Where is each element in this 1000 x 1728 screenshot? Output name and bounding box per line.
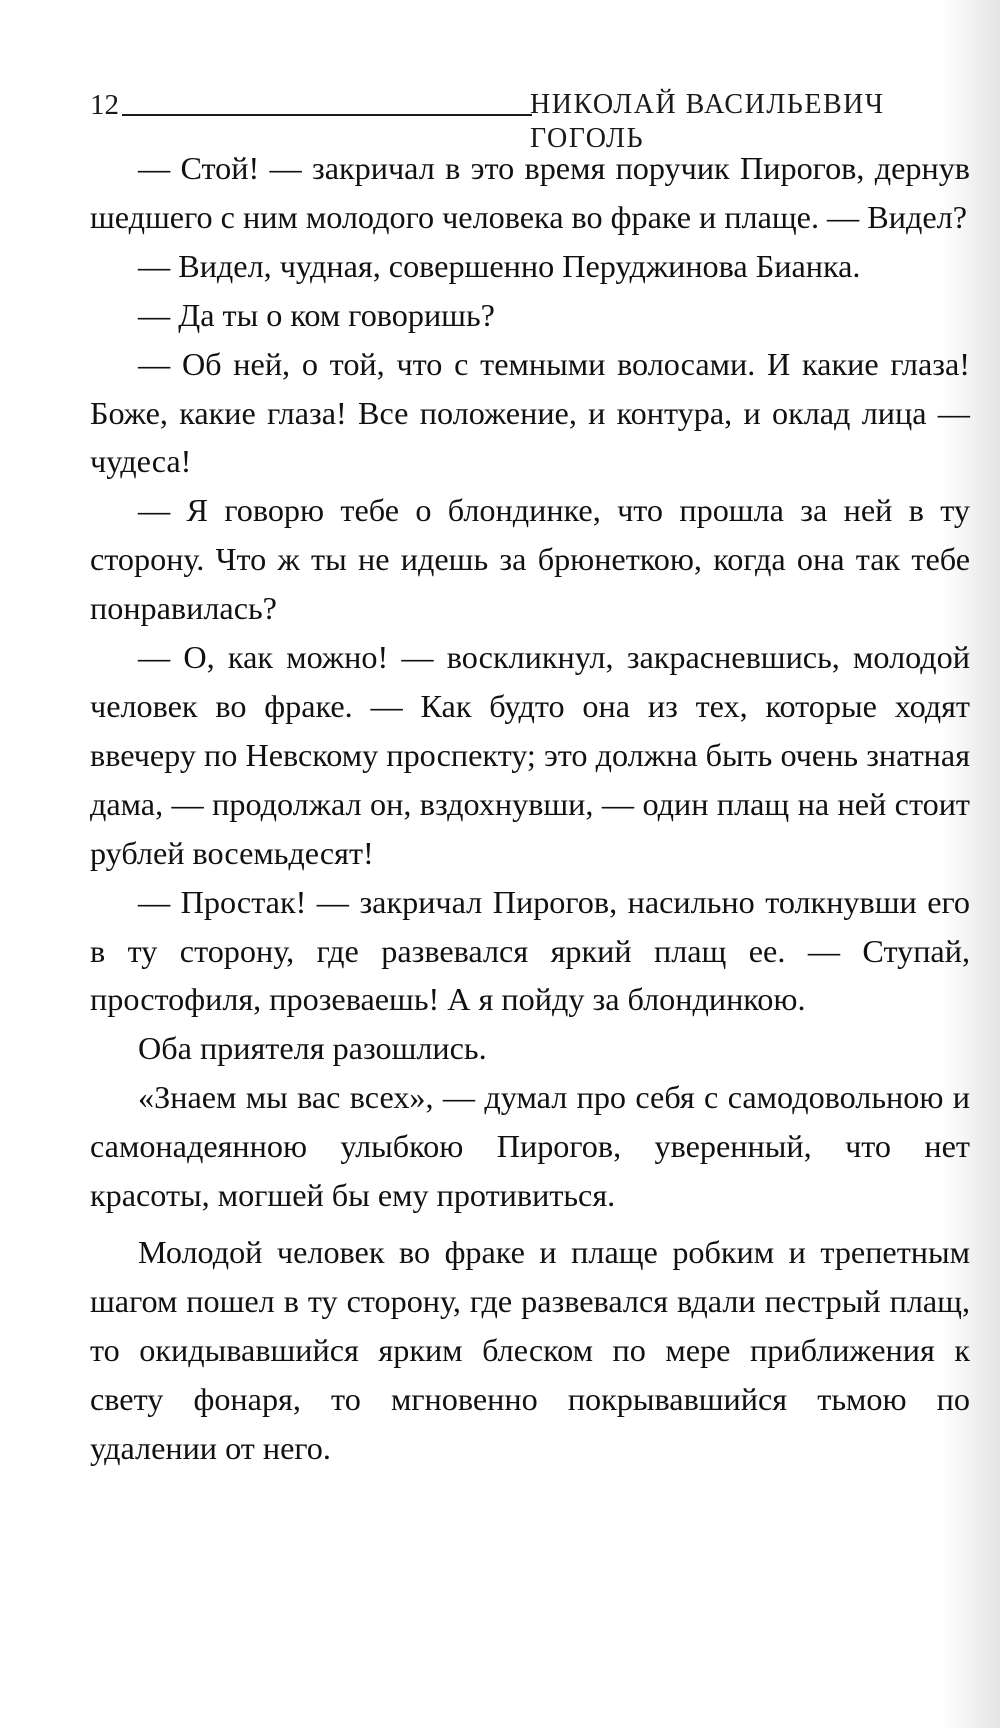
paragraph: — Стой! — закричал в это время поручик Пирогов, дернув шедшего с ним молодого человека во фраке и плаще. — Видел? (90, 150, 970, 235)
paragraph: — Об ней, о той, что с темными волосами. И какие глаза! Боже, какие глаза! Все положение, и контура, и оклад лица — чудеса! (90, 345, 970, 480)
running-title: НИКОЛАЙ ВАСИЛЬЕВИЧ ГОГОЛЬ (530, 89, 885, 154)
paragraph: — О, как можно! — воскликнул, закрасневшись, молодой человек во фраке. — Как будто она из тех, которые ходят ввечеру по Невскому проспекту; это должна быть очень знатная дама, — продолжал он, вздохнувши, — один плащ на ней стоит рублей восемьдесят! (90, 639, 970, 871)
paragraph: — Простак! — закричал Пирогов, насильно толкнувши его в ту сторону, где развевался яркий плащ ее. — Ступай, простофиля, прозеваешь! А я пойду за блондинкою. (90, 883, 970, 1018)
paragraph: «Знаем мы вас всех», — думал про себя с самодовольною и самонадеянною улыбкою Пирогов, уверенный, что нет красоты, могшей бы ему противиться. (90, 1079, 970, 1214)
paragraph: Молодой человек во фраке и плаще робким и трепетным шагом пошел в ту сторону, где развевался вдали пестрый плащ, то окидывавшийся ярким блеском по мере приближения к свету фонаря, то мгновенно покрывавшийся тьмою по удалении от него. (90, 1233, 970, 1466)
paragraph: — Да ты о ком говоришь? (138, 296, 495, 333)
header-rule (122, 114, 532, 116)
paragraph: — Видел, чудная, совершенно Перуджинова Бианка. (138, 247, 861, 284)
paragraph: — Я говорю тебе о блондинке, что прошла за ней в ту сторону. Что ж ты не идешь за брюнеткою, когда она так тебе понравилась? (90, 492, 970, 627)
page-header (90, 86, 970, 154)
body-text (90, 144, 970, 1472)
page-number: 12 (90, 89, 119, 121)
paragraph: Оба приятеля разошлись. (138, 1030, 487, 1067)
